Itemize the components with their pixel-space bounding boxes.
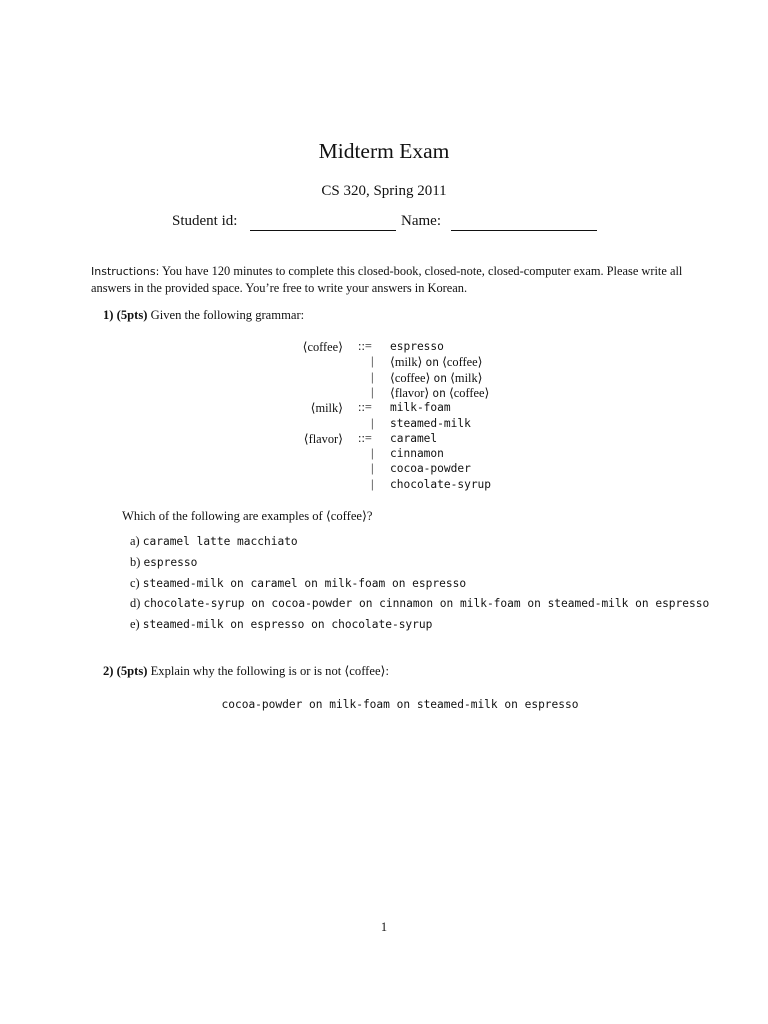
page-number: 1 <box>380 920 388 934</box>
grammar-terminal: on <box>425 356 439 370</box>
grammar-production <box>390 400 451 415</box>
grammar-nonterminal: ⟨coffee⟩ <box>302 340 343 354</box>
question-1-header <box>103 308 304 323</box>
instructions-text: You have 120 minutes to complete this closed-book, closed-note, closed-computer exam. Please write all answers in the provided space. You’re free to write your answers in Korean. <box>91 264 683 295</box>
grammar-nonterminal-ref: ⟨flavor⟩ <box>390 385 430 400</box>
grammar-alternative-bar: | <box>371 446 374 461</box>
grammar-production <box>390 339 444 354</box>
student-id-label: Student id: <box>172 213 238 229</box>
grammar-terminal: caramel <box>390 431 438 445</box>
answer-option <box>130 596 709 611</box>
question-2-points: (5pts) <box>116 664 148 678</box>
question-1-prompt: Given the following grammar: <box>150 308 305 322</box>
grammar-production <box>390 446 444 461</box>
grammar-production <box>390 461 471 476</box>
option-text: steamed-milk on caramel on milk-foam on espresso <box>142 576 467 590</box>
option-text: espresso <box>143 555 198 569</box>
exam-title: Midterm Exam <box>318 139 450 163</box>
grammar-alternative-bar: | <box>371 354 374 369</box>
question-2-header <box>103 663 389 679</box>
answer-option <box>130 576 466 591</box>
grammar-nonterminal-ref: ⟨milk⟩ <box>390 355 423 370</box>
grammar-terminal: cinnamon <box>390 447 444 461</box>
name-label: Name: <box>401 213 441 229</box>
question-2-expression: cocoa-powder on milk-foam on steamed-milk on espresso <box>221 698 579 711</box>
instructions <box>91 263 691 296</box>
grammar-production <box>390 370 482 386</box>
grammar-nonterminal-ref: ⟨milk⟩ <box>450 370 483 385</box>
grammar-definition-operator: ::= <box>358 339 372 353</box>
grammar-terminal: steamed-milk <box>390 416 471 430</box>
grammar-production <box>390 354 482 370</box>
grammar-alternative-bar: | <box>371 461 374 476</box>
grammar-nonterminal: ⟨milk⟩ <box>310 401 343 416</box>
course-subtitle: CS 320, Spring 2011 <box>321 183 447 199</box>
grammar-terminal: on <box>432 386 446 400</box>
grammar-nonterminal-ref: ⟨coffee⟩ <box>390 370 431 385</box>
grammar-alternative-bar: | <box>371 476 374 491</box>
grammar-alternative-bar: | <box>371 369 374 384</box>
option-text: steamed-milk on espresso on chocolate-syrup <box>142 618 433 632</box>
name-blank[interactable] <box>451 230 597 231</box>
question-1-question: Which of the following are examples of ⟨coffee⟩? <box>122 509 373 523</box>
option-letter: d) <box>130 596 141 611</box>
option-letter: a) <box>130 534 140 548</box>
instructions-lead: Instructions: <box>91 265 160 278</box>
grammar-nonterminal-ref: ⟨coffee⟩ <box>448 385 490 400</box>
grammar-nonterminal-ref: ⟨coffee⟩ <box>442 355 483 370</box>
grammar-alternative-bar: | <box>371 384 374 399</box>
grammar-terminal: on <box>433 371 447 385</box>
grammar-production <box>390 416 471 431</box>
grammar-production <box>390 477 491 492</box>
grammar-terminal: milk-foam <box>390 401 451 415</box>
option-letter: c) <box>130 575 140 590</box>
grammar-nonterminal: ⟨flavor⟩ <box>303 431 343 446</box>
grammar-production <box>390 385 489 401</box>
question-1-number: 1) <box>103 308 114 322</box>
option-text: caramel latte macchiato <box>142 535 298 548</box>
grammar-terminal: cocoa-powder <box>390 462 471 476</box>
grammar-production <box>390 431 437 446</box>
question-1-points: (5pts) <box>116 308 148 322</box>
answer-option <box>130 617 432 632</box>
option-letter: e) <box>130 617 140 632</box>
grammar-definition-operator: ::= <box>358 430 372 445</box>
answer-option <box>130 534 298 549</box>
grammar-alternative-bar: | <box>371 415 374 430</box>
student-id-blank[interactable] <box>250 230 396 231</box>
grammar-terminal: chocolate-syrup <box>390 477 492 491</box>
option-text: chocolate-syrup on cocoa-powder on cinnamon on milk-foam on steamed-milk on espresso <box>143 597 710 611</box>
question-2-prompt: Explain why the following is or is not ⟨coffee⟩: <box>150 664 389 678</box>
answer-option <box>130 555 197 570</box>
option-letter: b) <box>130 554 141 569</box>
question-2-number: 2) <box>103 664 114 678</box>
grammar-terminal: espresso <box>390 340 444 353</box>
grammar-definition-operator: ::= <box>358 400 372 415</box>
